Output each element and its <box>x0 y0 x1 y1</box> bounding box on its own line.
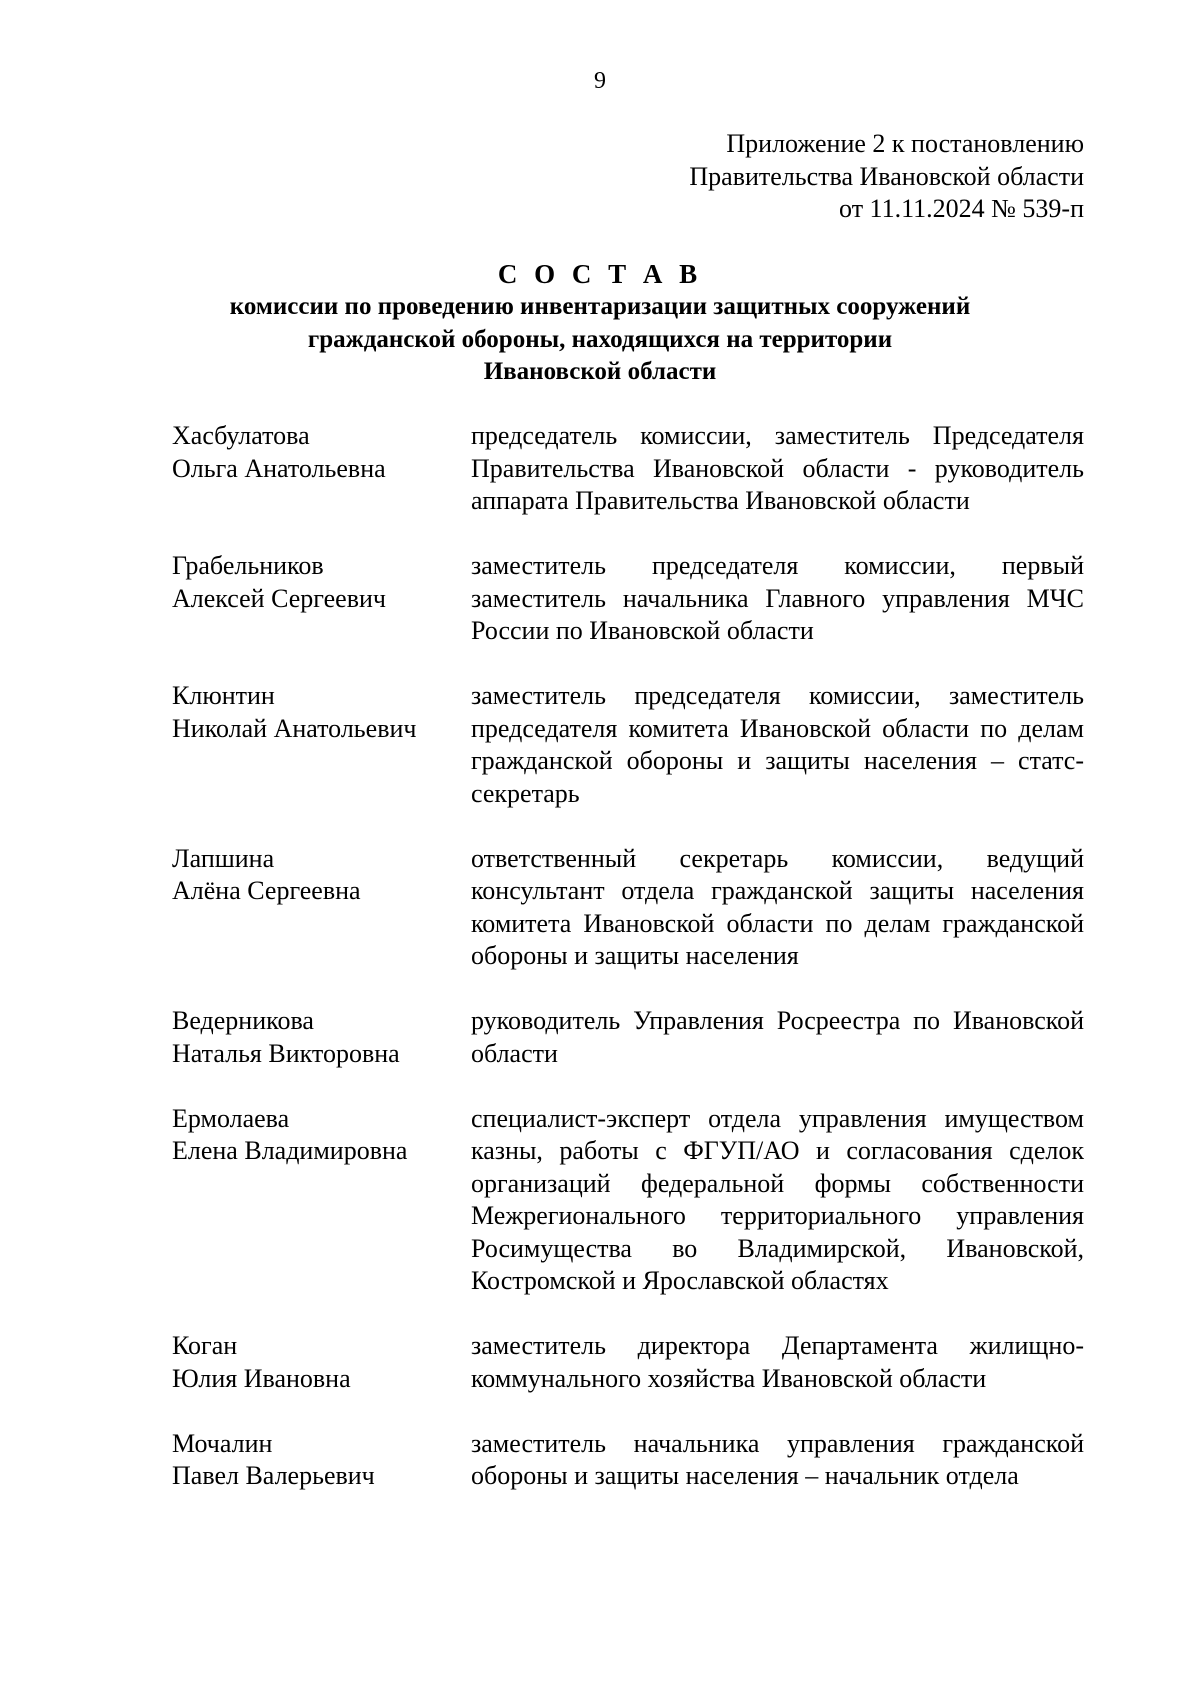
member-role: заместитель начальника управления гражданской обороны и защиты населения – начальник отдела <box>471 1428 1084 1490</box>
member-role: заместитель директора Департамента жилищно-коммунального хозяйства Ивановской области <box>471 1331 1084 1393</box>
member-surname: Ведерникова <box>172 1006 314 1035</box>
member-entry <box>172 1103 1084 1298</box>
title-line: гражданской обороны, находящихся на территории <box>307 325 893 353</box>
member-name <box>172 550 471 648</box>
member-name <box>172 1428 471 1493</box>
member-role: председатель комиссии, заместитель Председателя Правительства Ивановской области - руководитель аппарата Правительства Ивановской области <box>471 421 1084 515</box>
member-surname: Мочалин <box>172 1428 273 1458</box>
member-role: ответственный секретарь комиссии, ведущий консультант отдела гражданской защиты населения комитета Ивановской области по делам гражданской обороны и защиты населения <box>471 843 1084 970</box>
member-given-name: Алёна Сергеевна <box>172 876 361 905</box>
title-line: Ивановской области <box>483 358 717 385</box>
member-given-name: Павел Валерьевич <box>172 1461 375 1490</box>
member-name <box>172 843 471 973</box>
member-given-name: Ольга Анатольевна <box>172 453 386 483</box>
member-surname: Ермолаева <box>172 1103 290 1133</box>
title-main: С О С Т А В <box>497 259 703 289</box>
page-number: 9 <box>594 68 606 94</box>
member-surname: Хасбулатова <box>172 421 310 450</box>
member-given-name: Елена Владимировна <box>172 1136 408 1165</box>
appendix-date-number: от 11.11.2024 № 539-п <box>839 194 1084 223</box>
member-entry <box>172 1428 1084 1493</box>
member-name <box>172 1103 471 1298</box>
member-entry <box>172 843 1084 973</box>
member-entry <box>172 550 1084 648</box>
document-title <box>0 258 1200 389</box>
appendix-line: Приложение 2 к постановлению <box>726 129 1084 158</box>
member-given-name: Юлия Ивановна <box>172 1363 351 1393</box>
member-entry <box>172 1330 1084 1395</box>
member-surname: Грабельников <box>172 551 324 580</box>
member-entry <box>172 1005 1084 1070</box>
members-list <box>172 420 1084 1525</box>
member-role: руководитель Управления Росреестра по Ивановской области <box>471 1006 1084 1068</box>
title-line: комиссии по проведению инвентаризации защитных сооружений <box>229 293 971 320</box>
member-given-name: Алексей Сергеевич <box>172 583 386 613</box>
member-given-name: Николай Анатольевич <box>172 713 417 743</box>
member-name <box>172 420 471 518</box>
member-name <box>172 1330 471 1395</box>
member-name <box>172 1005 471 1070</box>
member-surname: Клюнтин <box>172 681 275 710</box>
appendix-header <box>689 128 1084 226</box>
member-given-name: Наталья Викторовна <box>172 1038 400 1068</box>
member-name <box>172 680 471 810</box>
member-surname: Коган <box>172 1331 238 1360</box>
member-entry <box>172 420 1084 518</box>
member-role: заместитель председателя комиссии, заместитель председателя комитета Ивановской области по делам гражданской обороны и защиты населения – статс-секретарь <box>471 681 1084 808</box>
member-role: специалист-эксперт отдела управления имуществом казны, работы с ФГУП/АО и согласования сделок организаций федеральной формы собственности Межрегионального территориального управления Росимущества во Владимирской, Ивановской, Костромской и Ярославской областях <box>471 1103 1084 1295</box>
member-surname: Лапшина <box>172 843 275 873</box>
member-entry <box>172 680 1084 810</box>
appendix-line: Правительства Ивановской области <box>689 161 1084 191</box>
member-role: заместитель председателя комиссии, первый заместитель начальника Главного управления МЧС России по Ивановской области <box>471 551 1084 645</box>
